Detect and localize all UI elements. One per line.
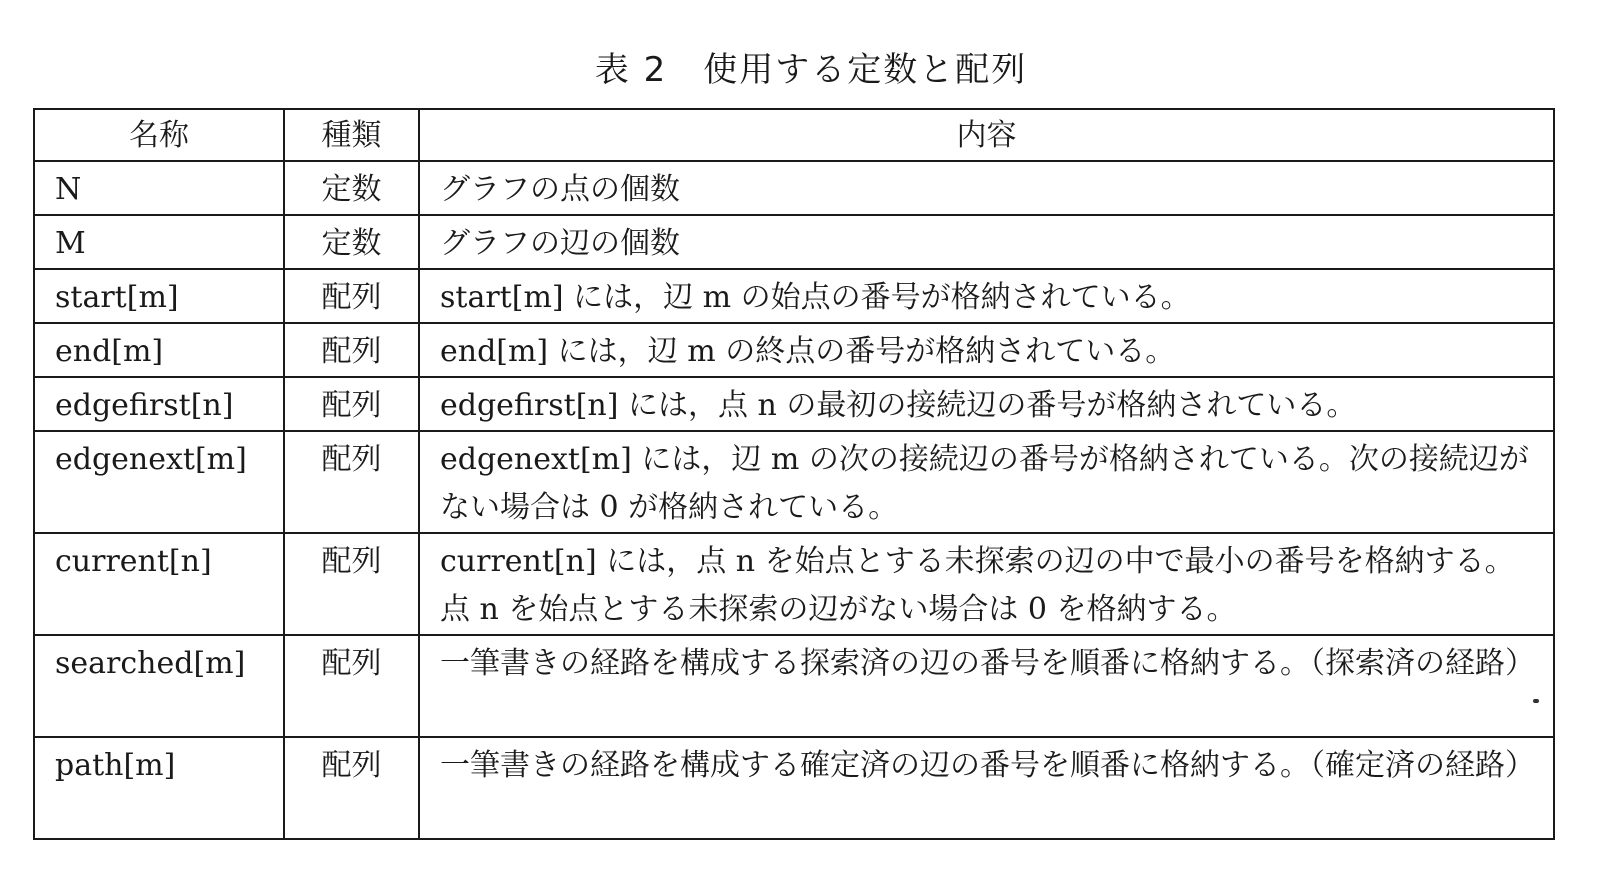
table-row [34,269,1554,323]
header-description: 内容 [419,109,1554,161]
cell-kind: 配列 [284,377,419,431]
cell-name: current[n] [34,533,284,635]
cell-kind: 配列 [284,737,419,839]
cell-kind: 配列 [284,431,419,533]
cell-name: M [34,215,284,269]
table-row [34,533,1554,635]
cell-description: current[n] には，点 n を始点とする未探索の辺の中で最小の番号を格納する。点 n を始点とする未探索の辺がない場合は 0 を格納する。 [419,533,1554,635]
table-row [34,377,1554,431]
cell-description: グラフの点の個数 [419,161,1554,215]
cell-name: path[m] [34,737,284,839]
header-kind: 種類 [284,109,419,161]
table-caption: 表 2 使用する定数と配列 [594,50,1028,90]
cell-kind: 定数 [284,215,419,269]
table-row [34,161,1554,215]
table-row [34,737,1554,839]
cell-kind: 配列 [284,323,419,377]
cell-kind: 配列 [284,269,419,323]
cell-name: start[m] [34,269,284,323]
table-row [34,215,1554,269]
cell-kind: 配列 [284,635,419,737]
cell-name: edgefirst[n] [34,377,284,431]
constants-arrays-table [33,108,1555,840]
cell-name: end[m] [34,323,284,377]
cell-name: searched[m] [34,635,284,737]
cell-kind: 配列 [284,533,419,635]
table-row [34,635,1554,737]
table-header-row [34,109,1554,161]
table-row [34,431,1554,533]
stray-dot-mark [1533,699,1539,703]
cell-description: edgenext[m] には，辺 m の次の接続辺の番号が格納されている。次の接続辺がない場合は 0 が格納されている。 [419,431,1554,533]
table-row [34,323,1554,377]
cell-description: グラフの辺の個数 [419,215,1554,269]
cell-name: N [34,161,284,215]
cell-description: edgefirst[n] には，点 n の最初の接続辺の番号が格納されている。 [419,377,1554,431]
cell-description: end[m] には，辺 m の終点の番号が格納されている。 [419,323,1554,377]
cell-description: 一筆書きの経路を構成する確定済の辺の番号を順番に格納する。（確定済の経路） [419,737,1554,839]
header-name: 名称 [34,109,284,161]
cell-description: 一筆書きの経路を構成する探索済の辺の番号を順番に格納する。（探索済の経路） [419,635,1554,737]
cell-name: edgenext[m] [34,431,284,533]
cell-description: start[m] には，辺 m の始点の番号が格納されている。 [419,269,1554,323]
cell-kind: 定数 [284,161,419,215]
